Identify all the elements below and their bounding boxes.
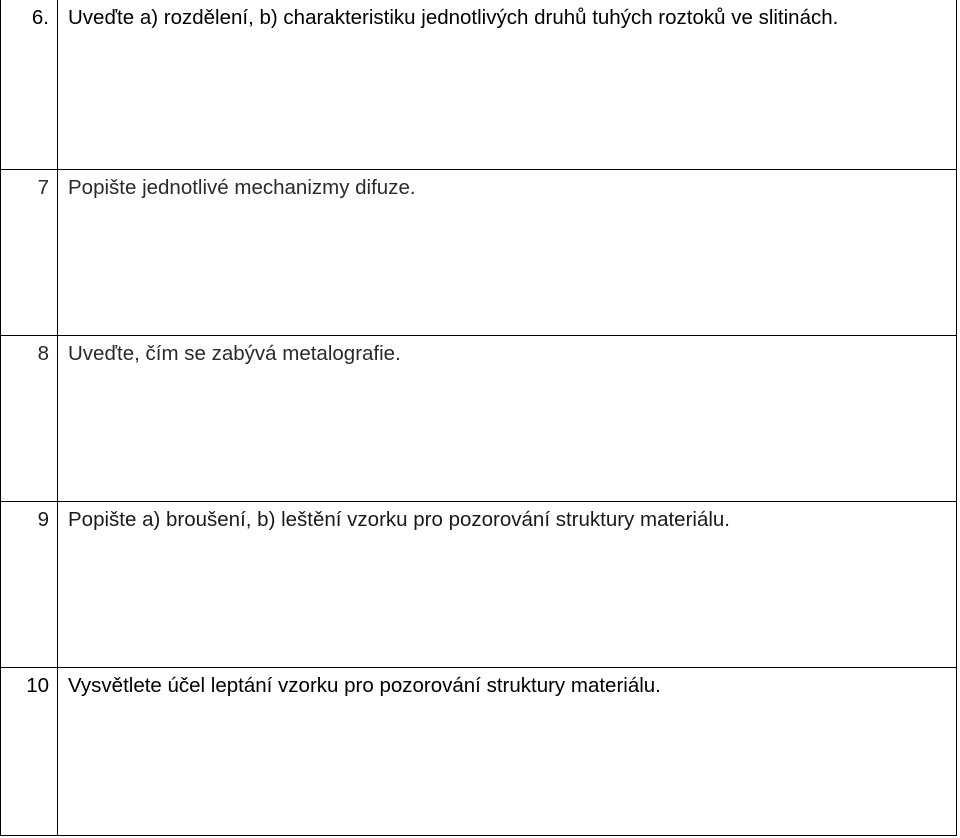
question-text: Popište jednotlivé mechanizmy difuze. (68, 176, 416, 199)
question-text: Uveďte, čím se zabývá metalografie. (68, 342, 401, 365)
question-number: 6. (31, 6, 49, 29)
question-text-cell (58, 502, 957, 668)
question-text-cell (58, 336, 957, 502)
question-number: 7 (37, 176, 49, 199)
question-number-cell (1, 502, 58, 668)
question-text: Popište a) broušení, b) leštění vzorku pro pozorování struktury materiálu. (68, 508, 731, 531)
question-text-cell (58, 170, 957, 336)
question-row (1, 336, 957, 502)
question-row (1, 502, 957, 668)
question-text: Uveďte a) rozdělení, b) charakteristiku jednotlivých druhů tuhých roztoků ve slitinách. (68, 6, 839, 29)
question-row (1, 668, 957, 836)
question-number: 9 (37, 508, 49, 531)
question-number-cell (1, 170, 58, 336)
question-text-cell (58, 0, 957, 170)
question-number-cell (1, 336, 58, 502)
question-text: Vysvětlete účel leptání vzorku pro pozorování struktury materiálu. (68, 674, 661, 697)
question-number: 8 (37, 342, 49, 365)
question-number: 10 (26, 674, 49, 697)
question-text-cell (58, 668, 957, 836)
question-row (1, 0, 957, 170)
question-number-cell (1, 668, 58, 836)
question-number-cell (1, 0, 58, 170)
question-row (1, 170, 957, 336)
